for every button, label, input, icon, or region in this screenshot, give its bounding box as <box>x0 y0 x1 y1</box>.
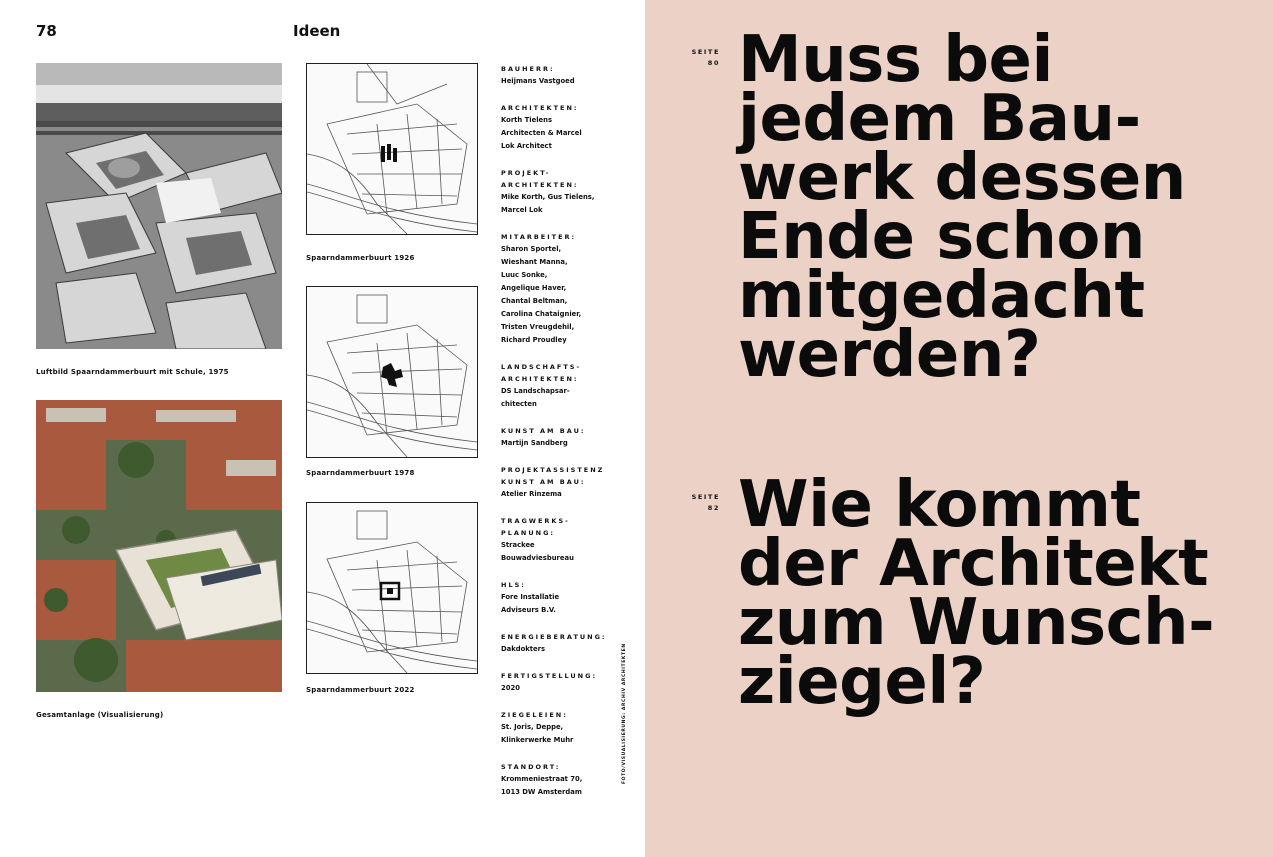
credit-block <box>501 709 621 747</box>
credit-value: Angelique Haver, <box>501 284 567 292</box>
credit-block <box>501 231 621 347</box>
credit-value: Bouwadviesbureau <box>501 554 574 562</box>
teaser-1-line: jedem Bau- <box>738 82 1141 156</box>
credit-value: Sharon Sportel, <box>501 245 562 253</box>
credit-value: Carolina Chataignier, <box>501 310 582 318</box>
teaser-2-question[interactable] <box>738 468 1258 719</box>
credit-block <box>501 102 621 153</box>
teaser-1-line: Muss bei <box>738 23 1053 97</box>
credit-value: Lok Architect <box>501 142 552 150</box>
section-title: Ideen <box>293 22 341 40</box>
caption-overview: Gesamtanlage (Visualisierung) <box>36 711 164 719</box>
credit-block <box>501 515 621 565</box>
credit-value: Dakdokters <box>501 645 546 653</box>
teaser-2-line: Wie kommt <box>738 468 1141 542</box>
teaser-2-ref-page: 82 <box>707 504 720 512</box>
credit-label: KUNST AM BAU: <box>501 478 586 486</box>
credit-value: 1013 DW Amsterdam <box>501 788 582 796</box>
aerial-photo-1975 <box>36 63 282 349</box>
credit-block <box>501 167 621 217</box>
teaser-1-ref-label: SEITE <box>691 48 720 56</box>
credit-label: PLANUNG: <box>501 529 556 537</box>
credit-label: LANDSCHAFTS- <box>501 363 582 371</box>
credit-value: Korth Tielens <box>501 116 553 124</box>
credit-value: Strackee <box>501 541 535 549</box>
photo-credit: FOTO/VISUALISIERUNG: ARCHIV ARCHITEKTEN <box>622 643 627 784</box>
credit-value: Richard Proudley <box>501 336 567 344</box>
teaser-1-line: Ende schon <box>738 200 1145 274</box>
credit-value: Tristen Vreugdehil, <box>501 323 575 331</box>
credit-value: Klinkerwerke Muhr <box>501 736 574 744</box>
credit-value: Architecten & Marcel <box>501 129 582 137</box>
credit-value: Fore Installatie <box>501 593 560 601</box>
credit-label: FERTIGSTELLUNG: <box>501 672 598 680</box>
credit-block <box>501 761 621 799</box>
credit-value: Mike Korth, Gus Tielens, <box>501 193 595 201</box>
credit-value: chitecten <box>501 400 537 408</box>
credit-value: Heijmans Vastgoed <box>501 77 575 85</box>
teaser-1-line: werk dessen <box>738 141 1186 215</box>
teaser-2-ref-label: SEITE <box>691 493 720 501</box>
credit-value: Wieshant Manna, <box>501 258 568 266</box>
credit-block <box>501 670 621 695</box>
credit-block <box>501 425 621 450</box>
teaser-1-ref-page: 80 <box>707 59 720 67</box>
credit-value: DS Landschapsar- <box>501 387 570 395</box>
credit-value: Atelier Rinzema <box>501 490 562 498</box>
teaser-1-question[interactable] <box>738 23 1258 392</box>
teaser-1-page-ref <box>680 47 720 69</box>
credit-value: 2020 <box>501 684 520 692</box>
map-2022 <box>306 502 478 674</box>
credit-value: Martijn Sandberg <box>501 439 568 447</box>
credit-label: ARCHITEKTEN: <box>501 104 579 112</box>
caption-map-1978: Spaarndammerbuurt 1978 <box>306 469 415 477</box>
credit-value: Krommeniestraat 70, <box>501 775 583 783</box>
credit-label: ZIEGELEIEN: <box>501 711 568 719</box>
caption-aerial-1975: Luftbild Spaarndammerbuurt mit Schule, 1975 <box>36 368 229 376</box>
credit-value: Chantal Beltman, <box>501 297 568 305</box>
credit-value: St. Joris, Deppe, <box>501 723 564 731</box>
teaser-2-page-ref <box>680 492 720 514</box>
credit-value: Marcel Lok <box>501 206 543 214</box>
project-credits <box>501 63 621 813</box>
credit-label: KUNST AM BAU: <box>501 427 586 435</box>
teaser-1-line: mitgedacht <box>738 259 1145 333</box>
credit-value: Adviseurs B.V. <box>501 606 556 614</box>
credit-label: MITARBEITER: <box>501 233 577 241</box>
credit-label: TRAGWERKS- <box>501 517 570 525</box>
teaser-2-line: der Architekt <box>738 527 1209 601</box>
teaser-1-line: werden? <box>738 318 1041 392</box>
caption-map-1926: Spaarndammerbuurt 1926 <box>306 254 415 262</box>
credit-label: BAUHERR: <box>501 65 555 73</box>
credit-block <box>501 361 621 411</box>
map-1926 <box>306 63 478 235</box>
credit-label: PROJEKT- <box>501 169 551 177</box>
overview-visualisation <box>36 400 282 692</box>
credit-block <box>501 631 621 656</box>
credit-label: HLS: <box>501 581 526 589</box>
credit-value: Luuc Sonke, <box>501 271 548 279</box>
credit-block <box>501 464 621 501</box>
map-1978 <box>306 286 478 458</box>
credit-label: ARCHITEKTEN: <box>501 181 579 189</box>
credit-label: ENERGIEBERATUNG: <box>501 633 607 641</box>
teaser-2-line: zum Wunsch- <box>738 586 1215 660</box>
teaser-2-line: ziegel? <box>738 645 986 719</box>
credit-label: ARCHITEKTEN: <box>501 375 579 383</box>
credit-label: STANDORT: <box>501 763 561 771</box>
page-number: 78 <box>36 22 57 40</box>
credit-label: PROJEKTASSISTENZ <box>501 466 605 474</box>
credit-block <box>501 63 621 88</box>
caption-map-2022: Spaarndammerbuurt 2022 <box>306 686 415 694</box>
credit-block <box>501 579 621 617</box>
